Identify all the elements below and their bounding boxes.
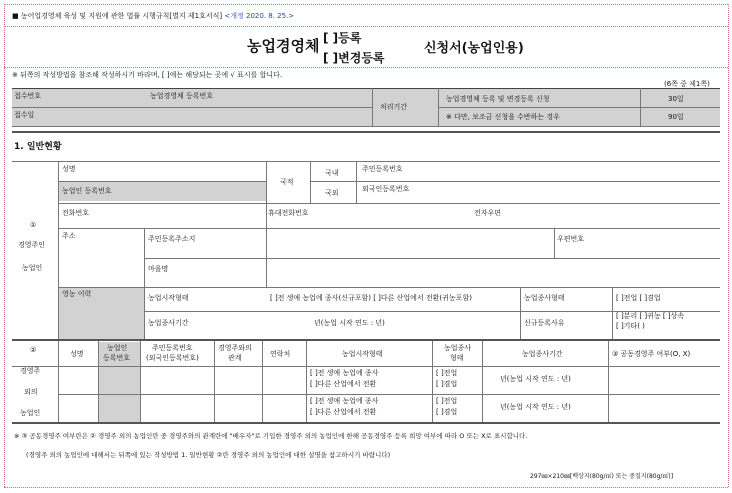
- rule: [438, 107, 720, 108]
- footnote-other-farmers: (경영주 외의 농업인에 대해서는 뒤쪽에 있는 작성방법 1. 일반현황 ②란 경영주 외의 농업인에 대한 설명을 참고하시기 바랍니다): [26, 451, 391, 459]
- rule: [266, 203, 267, 287]
- other-label-line1: 경영주: [20, 367, 41, 375]
- other-label-line3: 농업인: [20, 409, 41, 417]
- outer-guide-top: [4, 4, 728, 5]
- mobile-label: 휴대전화번호: [268, 209, 309, 217]
- legal-basis-text: ■ 농어업경영체 육성 및 지원에 관한 법률 시행규칙[별지 제1호서식]: [12, 12, 223, 20]
- rule: [58, 228, 720, 229]
- section1-title: 1. 일반현황: [14, 142, 62, 152]
- processing-period-label: 처리기간: [380, 103, 408, 111]
- address-label: 주소: [62, 232, 76, 240]
- col-name-header: 성명: [70, 350, 84, 358]
- domestic-label: 국내: [325, 169, 339, 177]
- rule: [12, 422, 720, 424]
- postcode-label: 우편번호: [557, 235, 585, 243]
- foreign-label: 국외: [325, 189, 339, 197]
- nationality-label: 국적: [280, 178, 294, 186]
- col-reg-no-header-1: 농업인: [107, 344, 128, 352]
- col-relation-header-2: 관계: [228, 354, 242, 362]
- row2-work-option-2[interactable]: [ ]겸업: [436, 408, 458, 416]
- col-start-type-header: 농업시작형태: [342, 350, 383, 358]
- row1-start-option-2[interactable]: [ ]다른 산업에서 전환: [310, 380, 377, 388]
- rule: [12, 366, 720, 367]
- new-reason-other[interactable]: [ ]기타( ): [616, 322, 645, 330]
- rule: [608, 341, 609, 422]
- rule: [12, 126, 720, 127]
- period-label: 농업종사기간: [148, 319, 189, 327]
- rule: [58, 203, 720, 204]
- col-joint-header: ③ 공동경영주 여부(O, X): [612, 350, 691, 358]
- phone-label: 전화번호: [62, 209, 90, 217]
- receipt-number-label: 접수번호: [14, 92, 42, 100]
- rule: [438, 88, 439, 126]
- row2-start-option-1[interactable]: [ ]전 생애 농업에 종사: [310, 397, 379, 405]
- rule: [58, 394, 720, 395]
- outer-guide-bottom: [4, 487, 728, 488]
- rule: [12, 131, 720, 133]
- instruction-text: ※ 뒤쪽의 작성방법을 참조해 작성하시기 바라며, [ ]에는 해당되는 곳에 √ 표시를 합니다.: [12, 71, 283, 79]
- work-type-label: 농업종사형태: [524, 294, 565, 302]
- receipt-date-label: 접수일: [14, 111, 35, 119]
- col-relation-header-1: 경영주와의: [218, 344, 252, 352]
- col-contact-header: 연락처: [270, 350, 291, 358]
- rule: [144, 228, 145, 339]
- other-label-line2: 외의: [24, 388, 38, 396]
- outer-guide-left: [4, 4, 5, 487]
- rule: [432, 341, 433, 422]
- rule: [356, 161, 357, 203]
- rule: [612, 287, 613, 339]
- rule: [214, 341, 215, 422]
- other-circle-number: ②: [30, 346, 37, 354]
- farmer-reg-no-label: 농업인 등록번호: [62, 187, 112, 195]
- rule: [58, 341, 59, 422]
- management-number-label: 농업경영체 등록번호: [150, 92, 214, 100]
- rule: [306, 341, 307, 422]
- processing-row1-days: 30일: [668, 95, 684, 103]
- work-type-options[interactable]: [ ]전업 [ ]겸업: [616, 294, 661, 302]
- career-label: 영농 이력: [62, 290, 92, 298]
- rule: [12, 107, 372, 108]
- village-label: 마을명: [148, 265, 169, 273]
- revision-date: <개정 2020. 8. 25.>: [224, 12, 295, 20]
- rule: [310, 181, 720, 182]
- paper-spec-note: 297㎜×210㎜[백상지(80g/㎡) 또는 중질지(80g/㎡)]: [530, 473, 674, 480]
- alien-no-label: 외국인등록번호: [362, 185, 410, 193]
- rule: [144, 258, 720, 259]
- rule: [12, 339, 720, 341]
- rule: [98, 341, 99, 422]
- page-count: (6쪽 중 제1쪽): [664, 80, 710, 88]
- start-type-label: 농업시작형태: [148, 294, 189, 302]
- register-checkbox-label[interactable]: [ ]등록: [323, 31, 362, 45]
- row1-period: 년(농업 시작 연도 : 년): [500, 375, 571, 383]
- new-reason-options[interactable]: [ ]분리 [ ]귀농 [ ]상속: [616, 312, 685, 320]
- new-reason-label: 신규등록사유: [524, 319, 565, 327]
- form-title-main: 농업경영체: [247, 37, 320, 55]
- owner-circle-number: ①: [30, 221, 37, 229]
- start-type-options[interactable]: [ ]전 생애 농업에 종사(신규포함) [ ]다른 산업에서 전환(귀농포함): [270, 294, 472, 302]
- change-register-checkbox-label[interactable]: [ ]변경등록: [323, 51, 385, 65]
- processing-row2-label: ※ 다만, 보조금 신청을 수반하는 경우: [446, 113, 560, 121]
- rule: [310, 161, 311, 203]
- rule: [12, 161, 720, 162]
- rule: [520, 287, 521, 339]
- row1-start-option-1[interactable]: [ ]전 생애 농업에 종사: [310, 369, 379, 377]
- rule: [372, 88, 373, 126]
- rule: [58, 161, 59, 339]
- row1-work-option-1[interactable]: [ ]전업: [436, 369, 458, 377]
- col-resident-header-1: 주민등록번호: [152, 344, 193, 352]
- email-label: 전자우편: [474, 209, 502, 217]
- outer-guide-right: [728, 4, 729, 487]
- col-resident-header-2: (외국인등록번호): [146, 354, 199, 362]
- rule: [262, 341, 263, 422]
- col-reg-no-header-2: 등록번호: [103, 354, 131, 362]
- row2-period: 년(농업 시작 연도 : 년): [500, 403, 571, 411]
- resident-no-label: 주민등록번호: [362, 165, 403, 173]
- owner-label-line1: 경영주인: [18, 241, 46, 249]
- rule: [266, 161, 267, 203]
- rule: [554, 228, 555, 258]
- form-legal-reference: [12, 13, 294, 20]
- rule: [58, 287, 720, 288]
- owner-label-line2: 농업인: [22, 264, 43, 272]
- processing-row1-label: 농업경영체 등록 및 변경등록 신청: [446, 95, 550, 103]
- col-work-type-header-2: 형태: [450, 354, 464, 362]
- rule: [58, 181, 266, 182]
- rule: [140, 341, 141, 422]
- rule: [12, 88, 720, 89]
- rule: [640, 88, 641, 126]
- processing-row2-days: 90일: [668, 113, 684, 121]
- period-value: 년(농업 시작 연도 : 년): [314, 319, 385, 327]
- footnote-joint-owner: ※ ③ 공동경영주 여부란은 ② 경영주 외의 농업인란 중 경영주와의 관계란에 "배우자"로 기입한 경영주 외의 농업인에 한해 공동경영주 등록 희망 여부에 따라 O 또는 X로 표시합니다.: [14, 432, 528, 440]
- form-title-suffix: 신청서(농업인용): [424, 41, 524, 56]
- name-label: 성명: [62, 165, 76, 173]
- row1-work-option-2[interactable]: [ ]겸업: [436, 380, 458, 388]
- resident-address-label: 주민등록주소지: [148, 235, 196, 243]
- row2-start-option-2[interactable]: [ ]다른 산업에서 전환: [310, 408, 377, 416]
- rule: [482, 341, 483, 422]
- col-period-header: 농업종사기간: [522, 350, 563, 358]
- col-work-type-header-1: 농업종사: [444, 344, 472, 352]
- row2-work-option-1[interactable]: [ ]전업: [436, 397, 458, 405]
